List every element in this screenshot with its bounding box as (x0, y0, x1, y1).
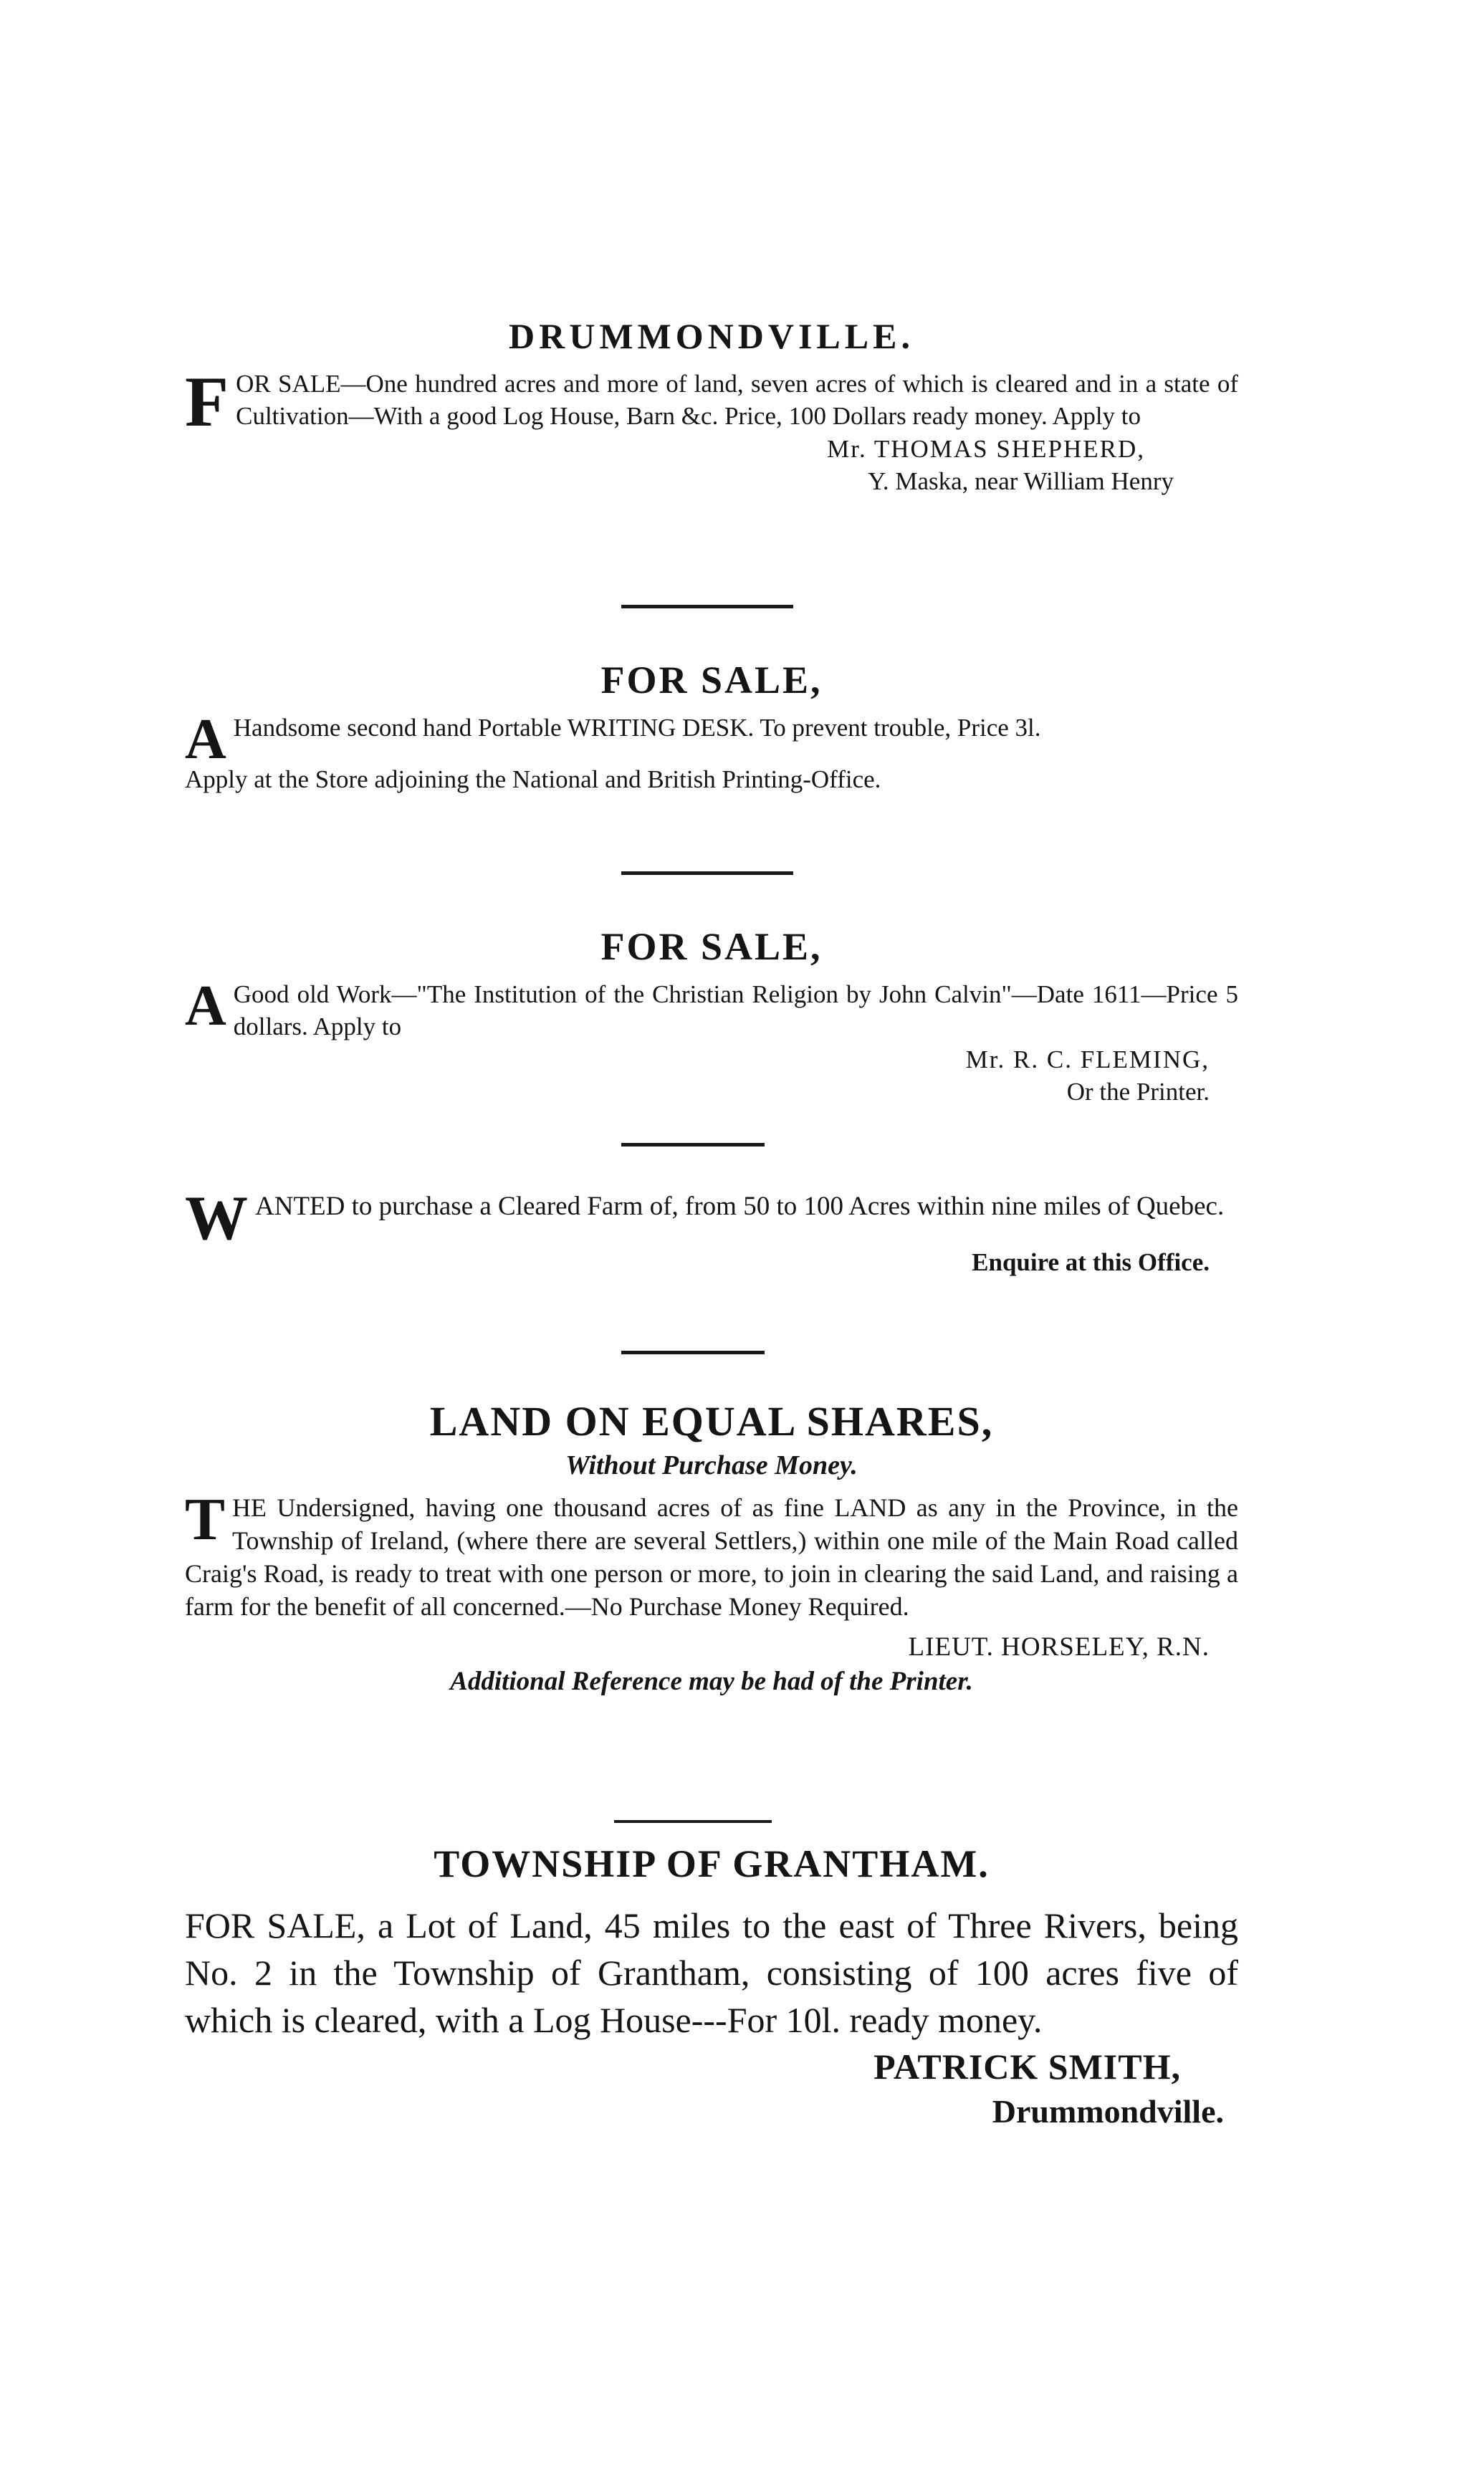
ad-apply-line: Apply at the Store adjoining the National and British Printing-Office. (185, 765, 881, 793)
drop-cap: A (185, 708, 226, 771)
drop-cap: T (185, 1486, 226, 1553)
ad-heading: DRUMMONDVILLE. (509, 316, 914, 356)
ad-reference: Additional Reference may be had of the Printer. (450, 1667, 973, 1697)
ad-heading: TOWNSHIP OF GRANTHAM. (434, 1842, 990, 1885)
drop-cap: W (185, 1184, 248, 1253)
ad-subheading: Without Purchase Money. (565, 1450, 858, 1480)
ad-heading: FOR SALE, (600, 659, 823, 702)
ad-signature: Mr. R. C. FLEMING, (965, 1045, 1210, 1073)
ad-signature: Enquire at this Office. (972, 1248, 1210, 1276)
ad-wanted-farm (185, 1184, 1238, 1278)
ad-text: ANTED to purchase a Cleared Farm of, from 50 to 100 Acres within nine miles of Quebec. (255, 1192, 1225, 1221)
ad-signature: PATRICK SMITH, (873, 2047, 1181, 2087)
drop-cap: A (185, 975, 226, 1038)
divider-rule (621, 871, 793, 875)
ad-text: Handsome second hand Portable WRITING DESK. To prevent trouble, Price 3l. (233, 714, 1041, 742)
ad-text: Good old Work—"The Institution of the Christian Religion by John Calvin"—Date 1611—Price 5 dollars. Apply to (233, 980, 1238, 1040)
ad-body (185, 708, 1238, 771)
divider-rule (614, 1820, 772, 1823)
divider-rule (621, 1351, 765, 1354)
ad-signature: Mr. THOMAS SHEPHERD, (827, 434, 1145, 463)
ad-heading: LAND ON EQUAL SHARES, (429, 1398, 994, 1445)
ad-body (185, 975, 1238, 1043)
ad-body: FOR SALE, a Lot of Land, 45 miles to the east of Three Rivers, being No. 2 in the Township of Grantham, consisting of 100 acres five of which is cleared, with a Log House---For 10l. ready money. (185, 1905, 1238, 2040)
ad-body (185, 1184, 1238, 1253)
ad-drummondville (185, 315, 1238, 498)
ad-signature: LIEUT. HORSELEY, R.N. (908, 1632, 1210, 1662)
ad-land-equal-shares (185, 1397, 1238, 1700)
ad-body (185, 362, 1238, 441)
ad-address: Y. Maska, near William Henry (868, 467, 1174, 496)
ad-body (185, 1486, 1238, 1623)
ad-old-work (185, 924, 1238, 1109)
drop-cap: F (185, 362, 229, 441)
divider-rule (621, 1143, 765, 1147)
ad-text: OR SALE—One hundred acres and more of land, seven acres of which is cleared and in a state of Cultivation—With a good Log House, Barn &c. Price, 100 Dollars ready money. Apply to (236, 370, 1238, 430)
ad-text: HE Undersigned, having one thousand acres of as fine LAND as any in the Province, in the Township of Ireland, (where there are several Settlers,) within one mile of the Main Road called Craig's Road, is ready to treat with one person or more, to join in clearing the said Land, and raising a farm for the benefit of all concerned.—No Purchase Money Required. (185, 1493, 1238, 1622)
ad-address: Drummondville. (992, 2093, 1224, 2130)
divider-rule (621, 605, 793, 608)
ad-heading: FOR SALE, (600, 925, 823, 968)
ad-writing-desk (185, 658, 1238, 796)
ad-address: Or the Printer. (1066, 1078, 1210, 1106)
ad-township-grantham (185, 1842, 1238, 2133)
